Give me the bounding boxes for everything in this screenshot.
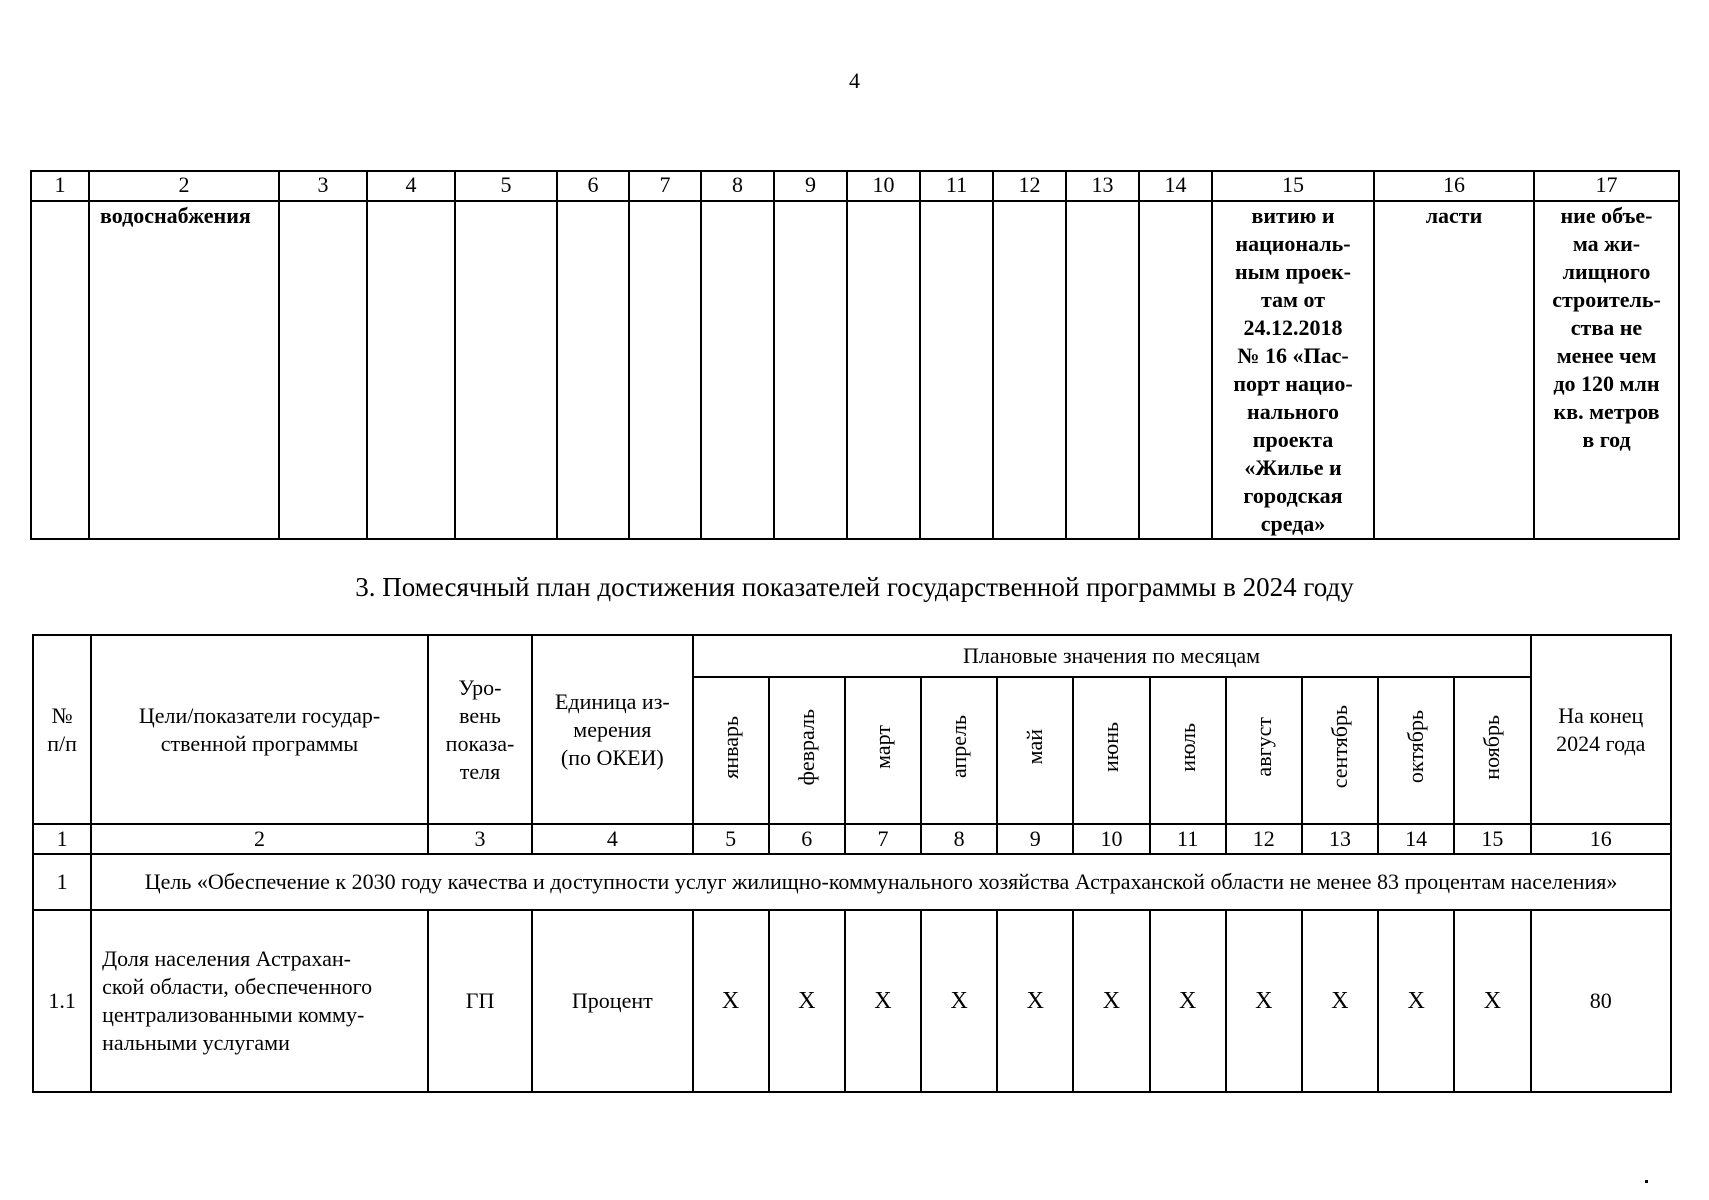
month-header: июль <box>1150 677 1226 824</box>
col-number: 10 <box>1073 824 1149 854</box>
month-header: апрель <box>921 677 997 824</box>
col-number: 13 <box>1066 171 1139 201</box>
indicator-level: ГП <box>428 910 532 1092</box>
month-header: июнь <box>1073 677 1149 824</box>
continuation-table <box>30 170 1680 540</box>
col-number: 5 <box>693 824 769 854</box>
month-value: X <box>921 910 997 1092</box>
col-number: 6 <box>769 824 845 854</box>
header-monthly-group: Плановые значения по месяцам <box>693 635 1531 677</box>
month-value: X <box>1454 910 1530 1092</box>
col-number: 4 <box>367 171 455 201</box>
col-number: 15 <box>1212 171 1374 201</box>
month-value: X <box>1073 910 1149 1092</box>
scan-dot <box>1645 1180 1648 1183</box>
cell-text: водоснабжения <box>89 201 279 539</box>
col-number: 15 <box>1454 824 1530 854</box>
col-number: 7 <box>629 171 701 201</box>
col-number: 8 <box>921 824 997 854</box>
cell-text-multiline: ние объе- ма жи- лищного строитель- ства не менее чем до 120 млн кв. метров в год <box>1534 201 1679 539</box>
header-num: № п/п <box>33 635 91 824</box>
table-row <box>31 201 1679 539</box>
col-number: 8 <box>701 171 774 201</box>
goal-text: Цель «Обеспечение к 2030 году качества и доступности услуг жилищно-коммунального хозяйства Астраханской области не менее 83 процентам населения» <box>91 854 1671 910</box>
col-number: 11 <box>1150 824 1226 854</box>
month-header: октябрь <box>1378 677 1454 824</box>
month-value: X <box>769 910 845 1092</box>
month-header: август <box>1226 677 1302 824</box>
col-number: 9 <box>997 824 1073 854</box>
indicator-name: Доля населения Астрахан- ской области, обеспеченного централизованными комму- нальными услугами <box>91 910 428 1092</box>
col-number: 16 <box>1531 824 1671 854</box>
col-number: 4 <box>532 824 692 854</box>
col-number: 14 <box>1378 824 1454 854</box>
month-value: X <box>1150 910 1226 1092</box>
month-value: X <box>1302 910 1378 1092</box>
col-number: 3 <box>428 824 532 854</box>
cell-text: ласти <box>1374 201 1534 539</box>
column-number-row <box>33 824 1671 854</box>
month-value: X <box>997 910 1073 1092</box>
page-number: 4 <box>849 68 860 93</box>
col-number: 1 <box>33 824 91 854</box>
month-value: X <box>845 910 921 1092</box>
col-number: 2 <box>89 171 279 201</box>
header-row <box>33 635 1671 677</box>
col-number: 10 <box>847 171 920 201</box>
month-header: ноябрь <box>1454 677 1530 824</box>
col-number: 9 <box>774 171 847 201</box>
col-number: 7 <box>845 824 921 854</box>
indicator-unit: Процент <box>532 910 692 1092</box>
col-number: 12 <box>1226 824 1302 854</box>
header-end-of-year: На конец 2024 года <box>1531 635 1671 824</box>
cell-text-multiline: витию и националь- ным проек- там от 24.12.2018 № 16 «Пас- порт нацио- нального проекта «Жилье и городская среда» <box>1212 201 1374 539</box>
col-number: 11 <box>920 171 993 201</box>
month-header: сентябрь <box>1302 677 1378 824</box>
month-value: X <box>1226 910 1302 1092</box>
goal-number: 1 <box>33 854 91 910</box>
month-value: X <box>1378 910 1454 1092</box>
column-number-row <box>31 171 1679 201</box>
header-unit: Единица из- мерения (по ОКЕИ) <box>532 635 692 824</box>
end-of-year-value: 80 <box>1531 910 1671 1092</box>
month-header: май <box>997 677 1073 824</box>
col-number: 13 <box>1302 824 1378 854</box>
indicator-row <box>33 910 1671 1092</box>
section-title: 3. Помесячный план достижения показателей государственной программы в 2024 году <box>355 572 1354 602</box>
header-level: Уро- вень показа- теля <box>428 635 532 824</box>
col-number: 16 <box>1374 171 1534 201</box>
col-number: 5 <box>455 171 557 201</box>
monthly-plan-table <box>32 634 1672 1093</box>
col-number: 6 <box>557 171 629 201</box>
goal-row <box>33 854 1671 910</box>
col-number: 1 <box>31 171 89 201</box>
month-header: март <box>845 677 921 824</box>
col-number: 3 <box>279 171 367 201</box>
month-header: февраль <box>769 677 845 824</box>
col-number: 14 <box>1139 171 1212 201</box>
header-goals: Цели/показатели государ- ственной программы <box>91 635 428 824</box>
indicator-number: 1.1 <box>33 910 91 1092</box>
month-header: январь <box>693 677 769 824</box>
month-value: X <box>693 910 769 1092</box>
col-number: 2 <box>91 824 428 854</box>
col-number: 17 <box>1534 171 1679 201</box>
col-number: 12 <box>993 171 1066 201</box>
